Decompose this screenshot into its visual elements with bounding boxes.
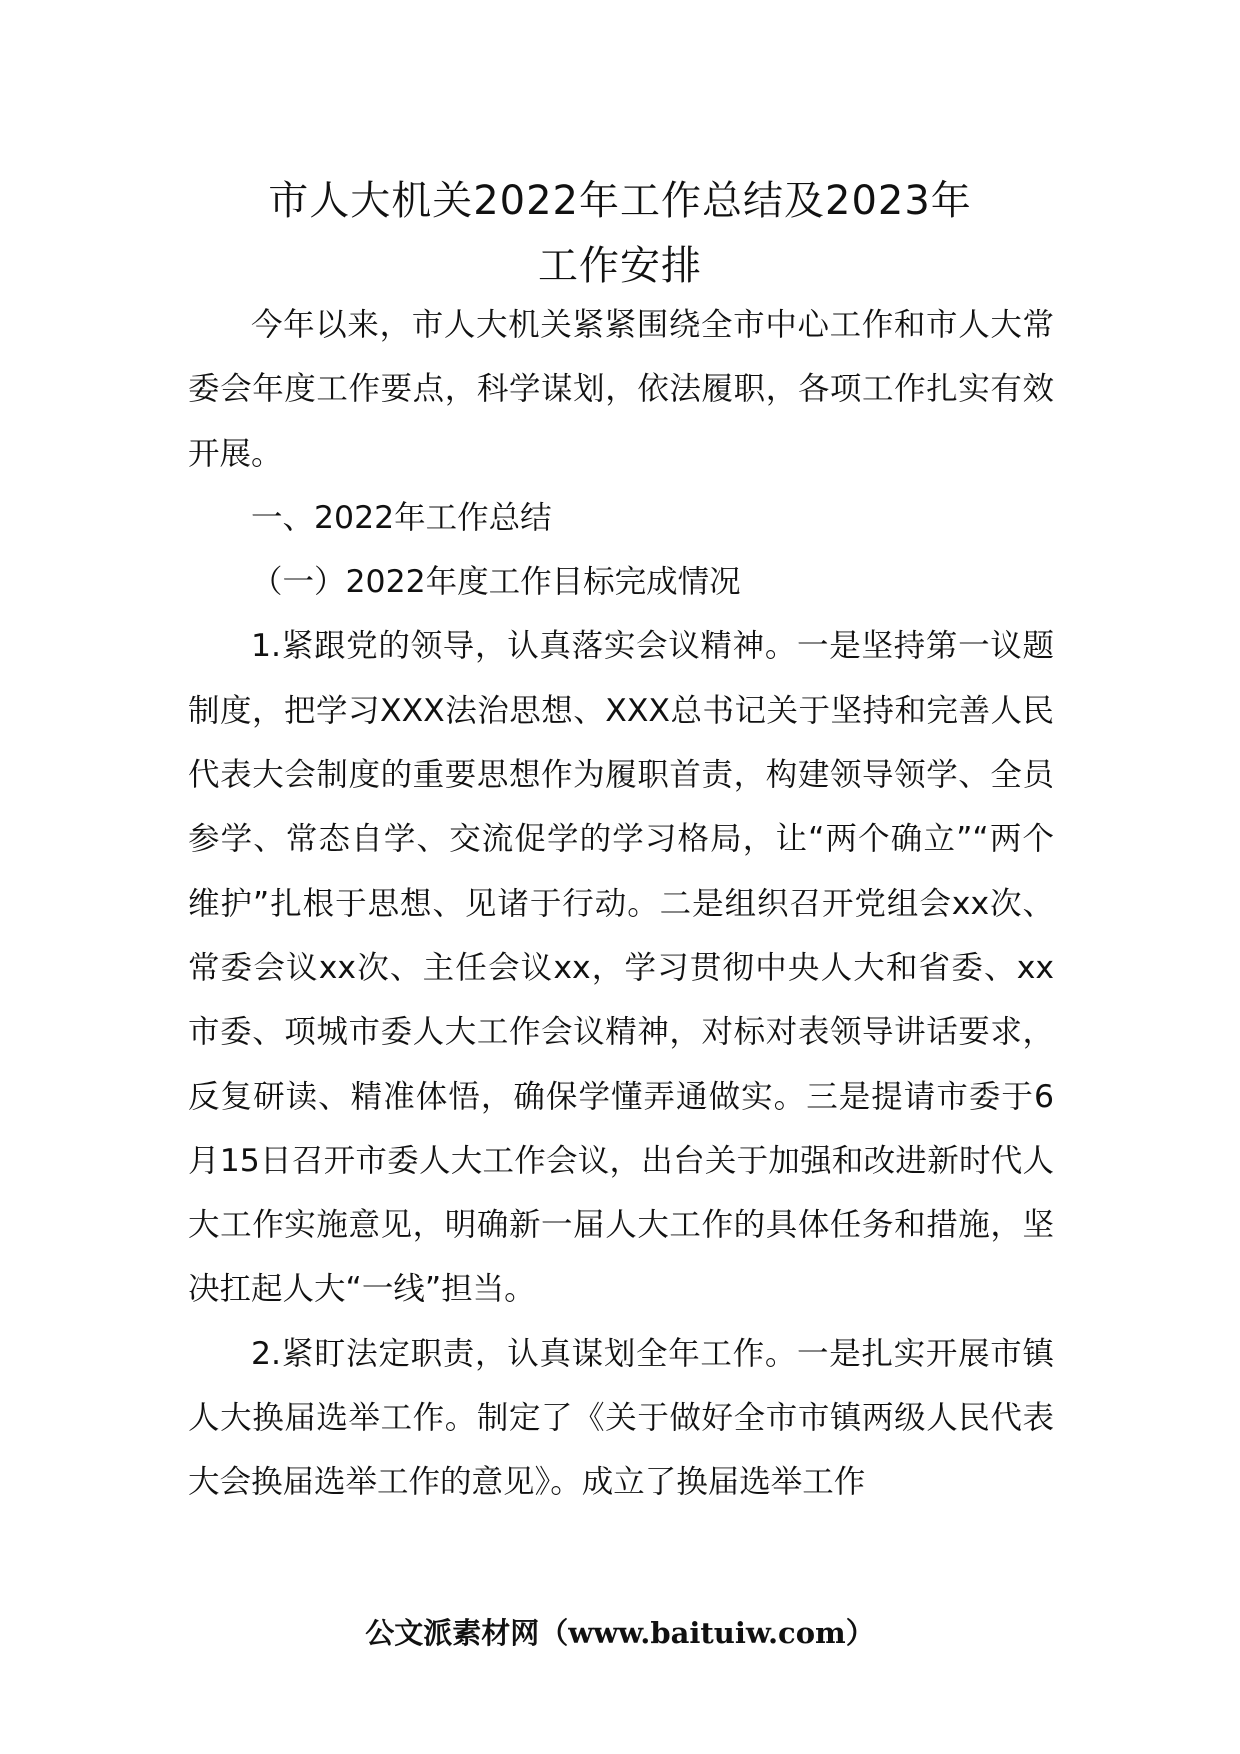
body-paragraph-2: 2.紧盯法定职责，认真谋划全年工作。一是扎实开展市镇人大换届选举工作。制定了《关于做好全市市镇两级人民代表大会换届选举工作的意见》。成立了换届选举工作 [188, 1335, 1054, 1501]
footer-watermark: 公文派素材网（www.baituiw.com） [365, 1616, 875, 1650]
document-title-line-2: 工作安排 [538, 243, 702, 289]
section-heading: 一、2022年工作总结 [251, 499, 552, 536]
document-body [188, 293, 1054, 1515]
document-title-line-1: 市人大机关2022年工作总结及2023年 [268, 178, 972, 224]
body-paragraph-1: 1.紧跟党的领导，认真落实会议精神。一是坚持第一议题制度，把学习XXX法治思想、XXX总书记关于坚持和完善人民代表大会制度的重要思想作为履职首责，构建领导领学、全员参学、常态自学、交流促学的学习格局，让“两个确立”“两个维护”扎根于思想、见诸于行动。二是组织召开党组会xx次、常委会议xx次、主任会议xx，学习贯彻中央人大和省委、xx市委、项城市委人大工作会议精神，对标对表领导讲话要求，反复研读、精准体悟，确保学懂弄通做实。三是提请市委于6月15日召开市委人大工作会议，出台关于加强和改进新时代人大工作实施意见，明确新一届人大工作的具体任务和措施，坚决扛起人大“一线”担当。 [188, 628, 1054, 1308]
subsection-heading: （一）2022年度工作目标完成情况 [251, 564, 741, 601]
intro-paragraph: 今年以来，市人大机关紧紧围绕全市中心工作和市人大常委会年度工作要点，科学谋划，依法履职，各项工作扎实有效开展。 [188, 307, 1054, 472]
